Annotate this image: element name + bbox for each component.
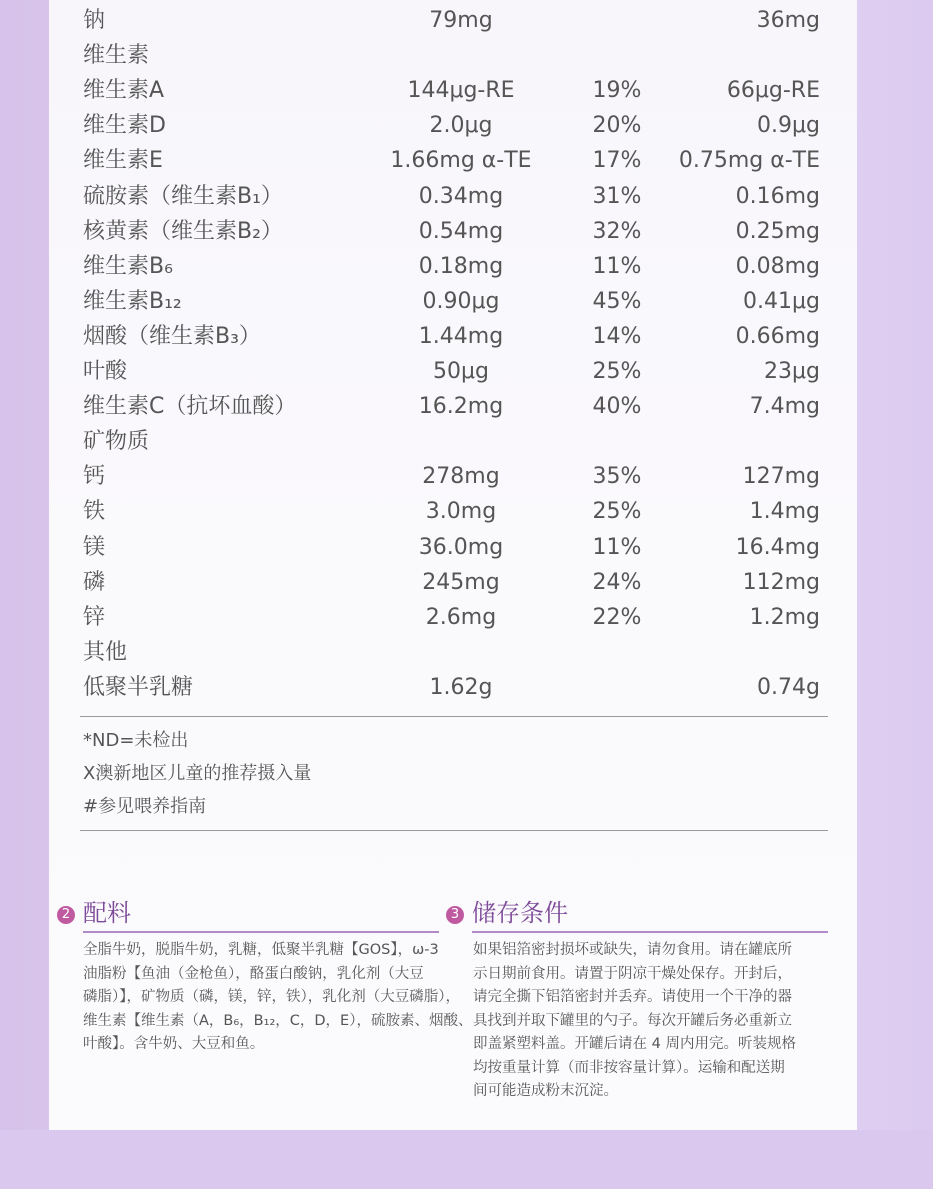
storage-line: 示日期前食用。请置于阴凉干燥处保存。开封后， — [473, 965, 792, 982]
amount-per-serving: 0.74g — [757, 674, 820, 700]
nrv-percent: 11% — [592, 253, 642, 279]
nutrition-row — [49, 39, 857, 73]
table-bottom-rule — [80, 716, 828, 717]
footnote-bottom-rule — [80, 830, 828, 831]
nutrient-name: 维生素D — [83, 113, 166, 139]
nutrition-row — [49, 495, 857, 529]
ingredients-line: 叶酸】。含牛奶、大豆和鱼。 — [83, 1036, 265, 1052]
footnote-guide: #参见喂养指南 — [83, 796, 207, 817]
nutrition-row — [49, 671, 857, 705]
storage-header — [446, 898, 836, 932]
ingredients-line: 维生素【维生素（A，B₆，B₁₂，C，D，E），硫胺素、烟酸、 — [83, 1012, 473, 1029]
storage-title: 储存条件 — [472, 899, 568, 927]
amount-per-serving: 0.16mg — [735, 183, 820, 209]
nutrition-row — [49, 285, 857, 319]
amount-per-serving: 112mg — [742, 569, 820, 595]
amount-per-100g: 1.66mg α-TE — [390, 148, 532, 174]
ingredients-line: 油脂粉【鱼油（金枪鱼），酪蛋白酸钠，乳化剂（大豆 — [83, 965, 424, 982]
amount-per-serving: 0.66mg — [735, 323, 820, 349]
amount-per-serving: 0.08mg — [735, 253, 820, 279]
ingredients-title: 配料 — [83, 899, 131, 927]
amount-per-100g: 16.2mg — [418, 394, 504, 420]
nrv-percent: 25% — [592, 499, 642, 525]
nutrient-name: 其他 — [83, 639, 128, 665]
nutrition-row — [49, 390, 857, 424]
amount-per-serving: 23μg — [764, 359, 820, 384]
nutrition-row — [49, 109, 857, 143]
nutrition-row — [49, 180, 857, 214]
nutrient-name: 镁 — [83, 534, 106, 560]
amount-per-serving: 16.4mg — [735, 534, 820, 560]
ingredients-underline — [83, 931, 439, 933]
nutrition-row — [49, 215, 857, 249]
amount-per-100g: 245mg — [422, 569, 500, 595]
nutrition-row — [49, 531, 857, 565]
storage-line: 请完全撕下铝箔密封并丢弃。请使用一个干净的器 — [473, 989, 792, 1005]
nutrient-name: 维生素B₁₂ — [83, 288, 182, 314]
amount-per-100g: 0.34mg — [418, 183, 504, 209]
nrv-percent: 40% — [592, 394, 642, 420]
ingredients-header — [57, 898, 447, 932]
nutrient-name: 钠 — [83, 8, 106, 33]
ingredients-line: 全脂牛奶，脱脂牛奶，乳糖，低聚半乳糖【GOS】，ω-3 — [83, 942, 439, 958]
nutrient-name: 烟酸（维生素B₃） — [83, 323, 261, 349]
nutrient-name: 维生素B₆ — [83, 253, 173, 279]
amount-per-100g: 2.6mg — [425, 604, 497, 630]
nutrition-row — [49, 144, 857, 178]
nutrition-row — [49, 601, 857, 635]
nutrient-name: 钙 — [83, 464, 106, 490]
ingredients-number-badge: 2 — [57, 906, 75, 924]
storage-line: 间可能造成粉末沉淀。 — [473, 1083, 618, 1099]
nutrient-name: 维生素A — [83, 78, 165, 104]
amount-per-serving: 0.9μg — [757, 113, 820, 139]
storage-line: 均按重量计算（而非按容量计算）。运输和配送期 — [473, 1059, 785, 1076]
nutrient-name: 铁 — [83, 499, 106, 525]
amount-per-serving: 1.2mg — [749, 604, 820, 630]
amount-per-serving: 0.41μg — [743, 288, 820, 314]
nutrient-name: 核黄素（维生素B₂） — [83, 218, 283, 244]
nrv-percent: 25% — [592, 359, 642, 384]
amount-per-100g: 36.0mg — [418, 534, 504, 560]
amount-per-100g: 0.90μg — [422, 288, 500, 314]
nutrient-name: 矿物质 — [83, 429, 150, 455]
nutrient-name: 维生素C（抗坏血酸） — [83, 394, 297, 420]
footnote-nd: *ND=未检出 — [83, 730, 189, 751]
nutrition-row — [49, 636, 857, 670]
nrv-percent: 14% — [592, 323, 642, 349]
nutrient-name: 维生素 — [83, 43, 150, 69]
nrv-percent: 22% — [592, 604, 642, 630]
amount-per-serving: 0.25mg — [735, 218, 820, 244]
bottom-strip — [0, 1130, 933, 1189]
nrv-percent: 24% — [592, 569, 642, 595]
storage-text — [473, 939, 796, 1104]
storage-underline — [472, 931, 828, 933]
nutrient-name: 低聚半乳糖 — [83, 674, 194, 700]
storage-line: 具找到并取下罐里的勺子。每次开罐后务必重新立 — [473, 1012, 792, 1029]
nrv-percent: 45% — [592, 288, 642, 314]
amount-per-100g: 0.54mg — [418, 218, 504, 244]
nutrition-row — [49, 425, 857, 459]
amount-per-100g: 278mg — [422, 464, 500, 490]
nutrition-row — [49, 320, 857, 354]
amount-per-serving: 66μg-RE — [726, 78, 820, 104]
nutrient-name: 叶酸 — [83, 359, 128, 384]
nutrition-row — [49, 460, 857, 494]
nutrition-row — [49, 74, 857, 108]
amount-per-100g: 0.18mg — [418, 253, 504, 279]
nrv-percent: 11% — [592, 534, 642, 560]
content-card — [49, 0, 857, 1130]
amount-per-serving: 127mg — [742, 464, 820, 490]
nutrient-name: 磷 — [83, 569, 106, 595]
amount-per-100g: 2.0μg — [429, 113, 493, 139]
nutrition-row — [49, 4, 857, 38]
ingredients-line: 磷脂）】，矿物质（磷，镁，锌，铁），乳化剂（大豆磷脂）， — [83, 989, 460, 1005]
nutrition-row — [49, 250, 857, 284]
amount-per-100g: 144μg-RE — [407, 78, 515, 104]
amount-per-100g: 79mg — [429, 8, 493, 33]
nutrient-name: 硫胺素（维生素B₁） — [83, 183, 283, 209]
nrv-percent: 31% — [592, 183, 642, 209]
storage-line: 即盖紧塑料盖。开罐后请在 4 周内用完。听装规格 — [473, 1036, 796, 1052]
nutrient-name: 维生素E — [83, 148, 163, 174]
amount-per-100g: 1.44mg — [418, 323, 504, 349]
amount-per-100g: 1.62g — [429, 674, 493, 700]
nrv-percent: 32% — [592, 218, 642, 244]
storage-line: 如果铝箔密封损坏或缺失，请勿食用。请在罐底所 — [473, 942, 792, 958]
footnote-nrv: X澳新地区儿童的推荐摄入量 — [83, 763, 312, 784]
amount-per-serving: 0.75mg α-TE — [678, 148, 820, 174]
storage-number-badge: 3 — [446, 906, 464, 924]
amount-per-100g: 50μg — [433, 359, 489, 384]
nutrition-row — [49, 566, 857, 600]
nrv-percent: 19% — [592, 78, 642, 104]
ingredients-text — [83, 939, 472, 1057]
nrv-percent: 20% — [592, 113, 642, 139]
nutrition-row — [49, 355, 857, 389]
nrv-percent: 17% — [592, 148, 642, 174]
nutrient-name: 锌 — [83, 604, 106, 630]
amount-per-serving: 7.4mg — [749, 394, 820, 420]
amount-per-serving: 36mg — [756, 8, 820, 33]
nrv-percent: 35% — [592, 464, 642, 490]
amount-per-100g: 3.0mg — [425, 499, 497, 525]
amount-per-serving: 1.4mg — [749, 499, 820, 525]
